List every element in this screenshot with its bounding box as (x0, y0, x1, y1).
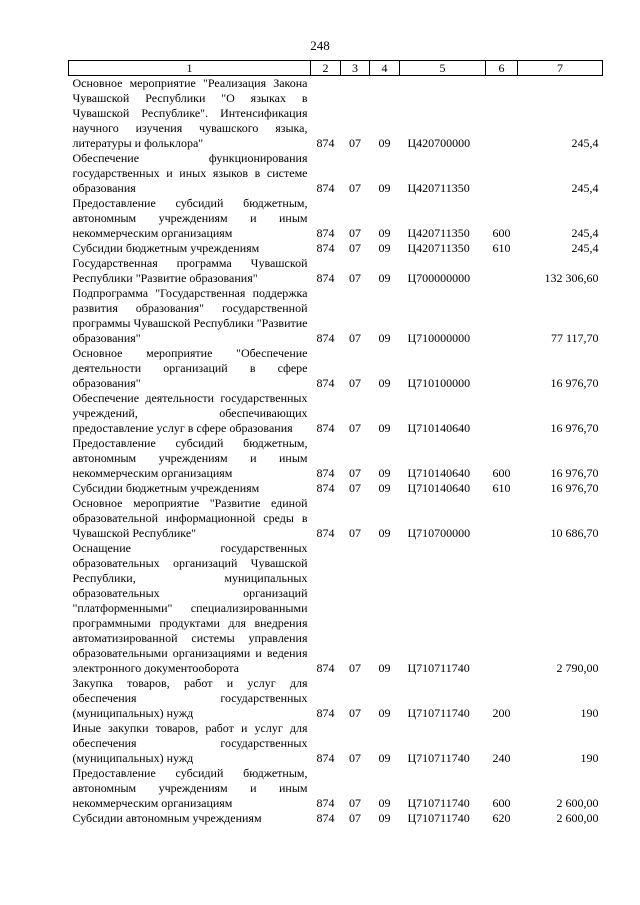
row-gr-code: 874 (316, 481, 335, 495)
row-target-item: Ц420711350 (407, 181, 470, 195)
header-col-4: 4 (370, 61, 400, 76)
row-gr-code: 874 (316, 661, 335, 675)
row-subsection-code: 09 (378, 751, 391, 765)
table-row (69, 76, 603, 152)
row-expense-type (486, 76, 518, 152)
row-amount: 16 976,70 (550, 481, 599, 495)
row-gr-code: 874 (316, 376, 335, 390)
row-name: Подпрограмма "Государственная поддержка развития образования" государственной программы Чувашской Республики "Развитие образования" (72, 286, 308, 345)
row-section-code: 07 (349, 331, 361, 345)
row-expense-type: 620 (492, 811, 511, 825)
row-target-item: Ц420700000 (407, 136, 471, 150)
row-target-item: Ц710711740 (407, 811, 470, 825)
row-name: Предоставление субсидий бюджетным, автономным учреждениям и иным некоммерческим организациям (72, 766, 308, 810)
row-subsection-code: 09 (378, 271, 391, 285)
row-expense-type (486, 541, 518, 676)
row-section-code: 07 (349, 181, 361, 195)
table-row (69, 481, 603, 496)
row-name: Государственная программа Чувашской Республики "Развитие образования" (72, 256, 308, 285)
row-amount: 245,4 (571, 241, 599, 255)
row-expense-type: 600 (492, 466, 511, 480)
row-amount: 245,4 (571, 226, 599, 240)
row-gr-code: 874 (316, 271, 335, 285)
row-subsection-code: 09 (378, 376, 391, 390)
header-col-2: 2 (311, 61, 341, 76)
row-name: Предоставление субсидий бюджетным, автономным учреждениям и иным некоммерческим организациям (72, 436, 308, 480)
row-target-item: Ц710711740 (407, 751, 470, 765)
row-gr-code: 874 (316, 331, 335, 345)
row-gr-code: 874 (316, 526, 335, 540)
row-subsection-code: 09 (378, 661, 391, 675)
header-col-6: 6 (486, 61, 518, 76)
row-amount: 190 (580, 706, 599, 720)
table-row (69, 676, 603, 721)
row-subsection-code: 09 (378, 226, 391, 240)
row-gr-code: 874 (316, 796, 335, 810)
row-amount: 77 117,70 (550, 331, 599, 345)
row-expense-type (486, 496, 518, 541)
row-target-item: Ц710140640 (407, 421, 471, 435)
row-gr-code: 874 (316, 181, 335, 195)
row-amount: 10 686,70 (550, 526, 599, 540)
row-subsection-code: 09 (378, 796, 391, 810)
row-subsection-code: 09 (378, 811, 391, 825)
row-name: Оснащение государственных образовательных организаций Чувашской Республики, муниципальных образовательных организаций "платформенными" специализированными программными продуктами для внедрения автоматизированной системы управления образовательными организациями и ведения электронного документооборота (72, 541, 308, 675)
row-subsection-code: 09 (378, 181, 391, 195)
table-header (69, 61, 603, 76)
row-section-code: 07 (349, 241, 361, 255)
row-amount: 132 306,60 (544, 271, 599, 285)
row-expense-type: 610 (492, 481, 511, 495)
row-amount: 16 976,70 (550, 421, 599, 435)
row-expense-type (486, 346, 518, 391)
row-name: Обеспечение деятельности государственных учреждений, обеспечивающих предоставление услуг в сфере образования (72, 391, 308, 435)
row-target-item: Ц710711740 (407, 706, 470, 720)
header-col-5: 5 (400, 61, 486, 76)
header-col-7: 7 (518, 61, 603, 76)
row-gr-code: 874 (316, 466, 335, 480)
row-amount: 16 976,70 (550, 466, 599, 480)
row-amount: 16 976,70 (550, 376, 599, 390)
row-section-code: 07 (349, 526, 361, 540)
row-name: Основное мероприятие "Обеспечение деятельности организаций в сфере образования" (72, 346, 308, 390)
row-section-code: 07 (349, 751, 361, 765)
row-target-item: Ц710140640 (407, 466, 471, 480)
row-subsection-code: 09 (378, 421, 391, 435)
header-col-3: 3 (341, 61, 370, 76)
row-amount: 2 600,00 (556, 811, 599, 825)
row-gr-code: 874 (316, 751, 335, 765)
row-name: Основное мероприятие "Развитие единой образовательной информационной среды в Чувашской Республике" (72, 496, 308, 540)
row-expense-type: 200 (492, 706, 511, 720)
row-expense-type (486, 286, 518, 346)
row-section-code: 07 (349, 226, 361, 240)
row-name: Основное мероприятие "Реализация Закона Чувашской Республики "О языках в Чувашской Республике". Интенсификация научного изучения чувашского языка, литературы и фольклора" (72, 76, 308, 150)
row-amount: 2 790,00 (556, 661, 599, 675)
table-row (69, 541, 603, 676)
row-target-item: Ц420711350 (407, 241, 470, 255)
row-expense-type (486, 391, 518, 436)
row-target-item: Ц700000000 (407, 271, 471, 285)
row-subsection-code: 09 (378, 466, 391, 480)
table-row (69, 496, 603, 541)
row-target-item: Ц710140640 (407, 481, 471, 495)
row-name: Субсидии бюджетным учреждениям (72, 481, 260, 495)
table-row (69, 811, 603, 826)
row-expense-type: 600 (492, 226, 511, 240)
row-name: Субсидии бюджетным учреждениям (72, 241, 260, 255)
page-number: 248 (310, 38, 330, 53)
row-expense-type: 240 (492, 751, 511, 765)
row-target-item: Ц710711740 (407, 661, 470, 675)
row-target-item: Ц420711350 (407, 226, 470, 240)
row-target-item: Ц710700000 (407, 526, 471, 540)
row-gr-code: 874 (316, 241, 335, 255)
row-gr-code: 874 (316, 421, 335, 435)
table-row (69, 391, 603, 436)
row-subsection-code: 09 (378, 136, 391, 150)
row-name: Предоставление субсидий бюджетным, автономным учреждениям и иным некоммерческим организациям (72, 196, 308, 240)
row-section-code: 07 (349, 421, 361, 435)
row-section-code: 07 (349, 271, 361, 285)
table-row (69, 241, 603, 256)
row-name: Субсидии автономным учреждениям (72, 811, 262, 825)
row-subsection-code: 09 (378, 481, 391, 495)
row-target-item: Ц710100000 (407, 376, 471, 390)
row-expense-type (486, 256, 518, 286)
table-row (69, 196, 603, 241)
row-section-code: 07 (349, 136, 361, 150)
table-row (69, 721, 603, 766)
row-expense-type (486, 151, 518, 196)
row-subsection-code: 09 (378, 526, 391, 540)
table-row (69, 766, 603, 811)
row-section-code: 07 (349, 466, 361, 480)
row-section-code: 07 (349, 376, 361, 390)
row-section-code: 07 (349, 706, 361, 720)
row-amount: 245,4 (571, 181, 599, 195)
row-target-item: Ц710000000 (407, 331, 471, 345)
row-section-code: 07 (349, 796, 361, 810)
row-name: Закупка товаров, работ и услуг для обеспечения государственных (муниципальных) нужд (72, 676, 308, 720)
table-row (69, 256, 603, 286)
row-target-item: Ц710711740 (407, 796, 470, 810)
row-gr-code: 874 (316, 136, 335, 150)
row-name: Иные закупки товаров, работ и услуг для обеспечения государственных (муниципальных) нужд (72, 721, 308, 765)
header-row (69, 61, 603, 76)
table-row (69, 286, 603, 346)
row-amount: 2 600,00 (556, 796, 599, 810)
row-gr-code: 874 (316, 226, 335, 240)
row-amount: 245,4 (571, 136, 599, 150)
row-section-code: 07 (349, 811, 361, 825)
row-section-code: 07 (349, 481, 361, 495)
table-row (69, 151, 603, 196)
table-row (69, 346, 603, 391)
row-amount: 190 (580, 751, 599, 765)
row-name: Обеспечение функционирования государственных и иных языков в системе образования (72, 151, 308, 195)
row-expense-type: 610 (492, 241, 511, 255)
row-gr-code: 874 (316, 811, 335, 825)
row-subsection-code: 09 (378, 241, 391, 255)
row-subsection-code: 09 (378, 331, 391, 345)
row-gr-code: 874 (316, 706, 335, 720)
header-col-1: 1 (69, 61, 311, 76)
budget-table (68, 60, 603, 826)
table-row (69, 436, 603, 481)
table-body (69, 76, 603, 827)
row-subsection-code: 09 (378, 706, 391, 720)
row-expense-type: 600 (492, 796, 511, 810)
row-section-code: 07 (349, 661, 361, 675)
